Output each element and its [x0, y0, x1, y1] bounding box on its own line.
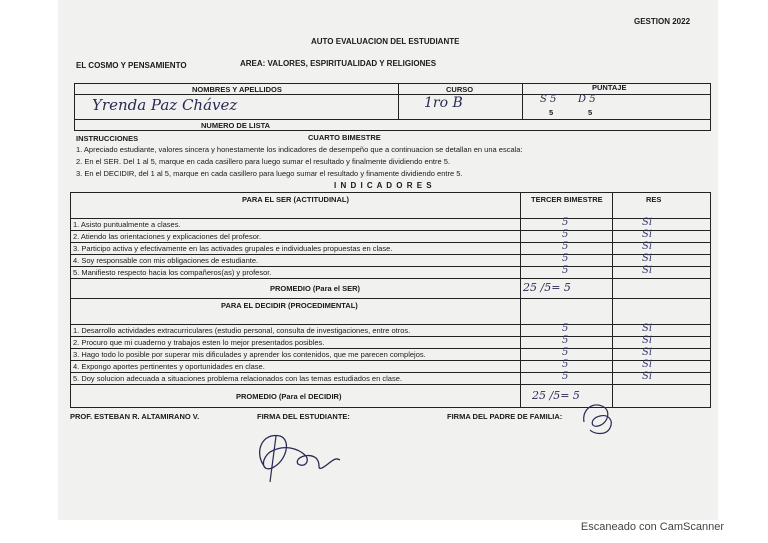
decidir-indicator-text: 1. Desarrollo actividades extracurriculares (estudio personal, consulta de investigaciones, entre otros. [73, 326, 411, 335]
ser-indicator-text: 5. Manifiesto respecto hacia los compañeros(as) y profesor. [73, 268, 272, 277]
decidir-indicator-text: 3. Hago todo lo posible por superar mis dificulades y aprender los contenidos, que me parecen complejos. [73, 350, 426, 359]
indicators-rule [70, 360, 711, 361]
student-table-divider [522, 83, 523, 119]
decidir-indicator-value: 5 [562, 323, 569, 334]
decidir-indicator-res: Si [642, 371, 653, 382]
ser-indicator-res: Si [642, 265, 653, 276]
student-signature-label: FIRMA DEL ESTUDIANTE: [257, 412, 350, 421]
student-table-divider [398, 83, 399, 119]
ser-indicator-text: 3. Participo activa y efectivamente en las activades grupales e individuales propuestas en clase. [73, 244, 393, 253]
ser-indicator-text: 4. Soy responsable con mis obligaciones de estudiante. [73, 256, 259, 265]
ser-indicator-res: Si [642, 217, 653, 228]
decidir-indicator-value: 5 [562, 347, 569, 358]
res-column-header: RES [646, 195, 662, 204]
decidir-indicator-value: 5 [562, 371, 569, 382]
indicators-rule [70, 230, 711, 231]
bimester-column-header: TERCER BIMESTRE [531, 195, 603, 204]
instruction-line: 3. En el DECIDIR, del 1 al 5, marque en cada casillero para luego sumar el resultado y finamente dividiendo entre 5. [76, 169, 463, 178]
decidir-promedio-value: 25 /5= 5 [532, 389, 580, 402]
gestion-label: GESTION 2022 [634, 17, 691, 26]
student-signature-scribble [250, 422, 350, 490]
ser-indicator-text: 2. Atiendo las orientaciones y explicaciones del profesor. [73, 232, 262, 241]
indicators-rule [70, 278, 711, 279]
decidir-indicator-value: 5 [562, 359, 569, 370]
indicators-table-divider [612, 192, 613, 408]
ser-promedio-value: 25 /5= 5 [523, 281, 571, 294]
subject-label: EL COSMO Y PENSAMIENTO [76, 61, 187, 70]
score-ser-total: 5 [549, 108, 554, 117]
indicators-heading: I N D I C A D O R E S [334, 181, 433, 190]
score-decidir-total: 5 [588, 108, 593, 117]
ser-section-header: PARA EL SER (ACTITUDINAL) [242, 195, 349, 204]
indicators-rule [70, 254, 711, 255]
ser-promedio-label: PROMEDIO (Para el SER) [270, 284, 361, 293]
list-number-label: NUMERO DE LISTA [201, 121, 271, 130]
instructions-label: INSTRUCCIONES [76, 134, 139, 143]
decidir-indicator-res: Si [642, 323, 653, 334]
student-course: 1ro B [424, 95, 463, 111]
area-label: AREA: VALORES, ESPIRITUALIDAD Y RELIGIONES [240, 59, 437, 68]
decidir-indicator-res: Si [642, 347, 653, 358]
ser-indicator-res: Si [642, 241, 653, 252]
ser-indicator-value: 5 [562, 229, 569, 240]
decidir-section-header: PARA EL DECIDIR (PROCEDIMENTAL) [221, 301, 358, 310]
indicators-rule [70, 324, 711, 325]
indicators-rule [70, 298, 711, 299]
ser-indicator-text: 1. Asisto puntualmente a clases. [73, 220, 181, 229]
indicators-rule [70, 384, 711, 385]
ser-indicator-value: 5 [562, 265, 569, 276]
score-column-header: PUNTAJE [592, 83, 627, 92]
decidir-indicator-res: Si [642, 359, 653, 370]
decidir-promedio-label: PROMEDIO (Para el DECIDIR) [236, 392, 342, 401]
parent-signature-label: FIRMA DEL PADRE DE FAMILIA: [447, 412, 563, 421]
decidir-indicator-text: 4. Expongo aportes pertinentes y oportunidades en clase. [73, 362, 265, 371]
indicators-rule [70, 336, 711, 337]
student-name: Yrenda Paz Chávez [92, 96, 238, 114]
decidir-indicator-text: 5. Doy solucion adecuada a situaciones problema relacionados con las temas estudiados en clase. [73, 374, 402, 383]
course-column-header: CURSO [446, 85, 474, 94]
indicators-rule [70, 372, 711, 373]
camscanner-watermark: Escaneado con CamScanner [580, 521, 724, 533]
indicators-rule [70, 218, 711, 219]
ser-indicator-res: Si [642, 229, 653, 240]
ser-indicator-value: 5 [562, 217, 569, 228]
ser-indicator-value: 5 [562, 253, 569, 264]
indicators-rule [70, 242, 711, 243]
indicators-rule [70, 266, 711, 267]
instruction-line: 2. En el SER. Del 1 al 5, marque en cada casillero para luego sumar el resultado y finalmente dividiendo entre 5. [76, 157, 450, 166]
form-title: AUTO EVALUACION DEL ESTUDIANTE [311, 37, 460, 46]
ser-indicator-value: 5 [562, 241, 569, 252]
ser-indicator-res: Si [642, 253, 653, 264]
decidir-indicator-res: Si [642, 335, 653, 346]
student-table-rule [74, 119, 711, 120]
parent-signature-scribble [578, 398, 620, 440]
indicators-rule [70, 348, 711, 349]
decidir-indicator-text: 2. Procuro que mi cuaderno y trabajos esten lo mejor presentados posibles. [73, 338, 325, 347]
decidir-indicator-value: 5 [562, 335, 569, 346]
student-table-header-rule [74, 94, 711, 95]
names-column-header: NOMBRES Y APELLIDOS [192, 85, 282, 94]
professor-name: PROF. ESTEBAN R. ALTAMIRANO V. [70, 412, 200, 421]
bimester-label: CUARTO BIMESTRE [308, 133, 381, 142]
score-decidir: D 5 [578, 94, 596, 105]
indicators-table-divider [520, 192, 521, 408]
score-ser: S 5 [540, 94, 557, 105]
instruction-line: 1. Apreciado estudiante, valores sincera y honestamente los indicadores de desempeño que a continuacion se detallan en una escala: [76, 145, 523, 154]
